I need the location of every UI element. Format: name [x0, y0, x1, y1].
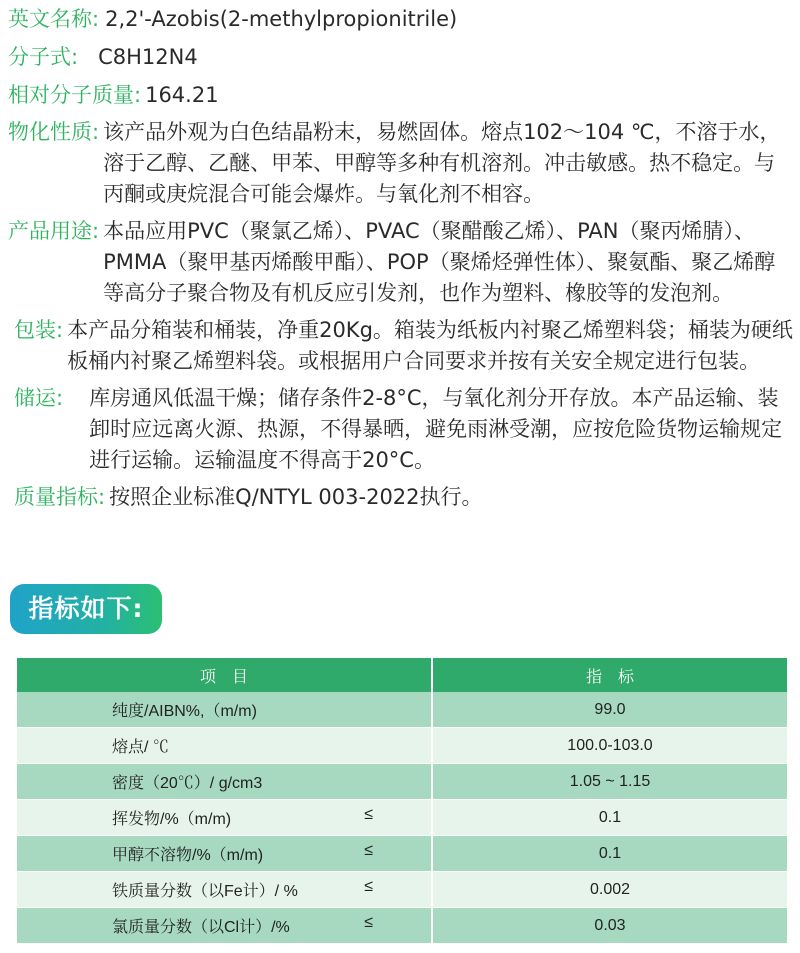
- row-value: 100.0-103.0: [432, 728, 787, 764]
- info-row-packaging: [8, 315, 794, 377]
- row-value: 0.002: [432, 872, 787, 908]
- info-label: 物化性质:: [8, 120, 100, 144]
- section-title-badge: 指标如下:: [10, 584, 162, 634]
- info-label: 相对分子质量:: [8, 83, 142, 107]
- row-item: 甲醇不溶物/%（m/m): [112, 847, 264, 864]
- row-item: 挥发物/%（m/m): [112, 811, 232, 828]
- info-row-storage: [8, 383, 794, 476]
- table-row: [17, 836, 787, 872]
- info-row-quality: [8, 482, 794, 513]
- info-value: 库房通风低温干燥；储存条件2-8°C，与氧化剂分开存放。本产品运输、装卸时应远离火源、热源，不得暴晒，避免雨淋受潮，应按危险货物运输规定进行运输。运输温度不得高于20°C。: [89, 386, 783, 472]
- info-row-english-name: [8, 4, 794, 35]
- info-value: 2,2'-Azobis(2-methylpropionitrile): [105, 7, 458, 31]
- info-label: 储运:: [14, 386, 64, 410]
- table-row: [17, 872, 787, 908]
- row-item: 纯度/AIBN%,（m/m): [112, 703, 257, 720]
- info-label: 分子式:: [8, 45, 79, 69]
- spec-table: [17, 658, 787, 944]
- info-value: 本产品分箱装和桶装，净重20Kg。箱装为纸板内衬聚乙烯塑料袋；桶装为硬纸板桶内衬聚乙烯塑料袋。或根据用户合同要求并按有关安全规定进行包装。: [67, 318, 793, 373]
- table-row: [17, 764, 787, 800]
- header-item: 项 目: [17, 658, 432, 692]
- table-row: [17, 728, 787, 764]
- info-row-properties: [8, 117, 794, 210]
- info-label: 包装:: [14, 318, 64, 342]
- info-row-formula: [8, 42, 794, 73]
- info-value: C8H12N4: [98, 45, 198, 69]
- row-value: 99.0: [432, 692, 787, 728]
- row-op: ≤: [364, 878, 373, 895]
- product-info: [8, 0, 794, 513]
- table-row: [17, 692, 787, 728]
- header-spec: 指 标: [432, 658, 787, 692]
- table-row: [17, 800, 787, 836]
- row-value: 0.03: [432, 908, 787, 944]
- info-label: 质量指标:: [14, 485, 106, 509]
- row-op: ≤: [364, 806, 373, 823]
- row-value: 0.1: [432, 800, 787, 836]
- row-item: 熔点/ ℃: [112, 739, 169, 756]
- info-value: 164.21: [145, 83, 219, 107]
- info-label: 英文名称:: [8, 7, 100, 31]
- row-op: ≤: [364, 842, 373, 859]
- info-value: 该产品外观为白色结晶粉末，易燃固体。熔点102～104 ℃，不溶于水，溶于乙醇、乙醚、甲苯、甲醇等多种有机溶剂。冲击敏感。热不稳定。与丙酮或庚烷混合可能会爆炸。与氧化剂不相容。: [103, 120, 781, 206]
- info-value: 按照企业标准Q/NTYL 003-2022执行。: [109, 485, 483, 509]
- row-value: 0.1: [432, 836, 787, 872]
- table-row: [17, 908, 787, 944]
- row-item: 铁质量分数（以Fe计）/ %: [112, 883, 298, 900]
- row-item: 密度（20℃）/ g/cm3: [112, 775, 263, 792]
- table-header-row: [17, 658, 787, 692]
- row-item: 氯质量分数（以Cl计）/%: [112, 919, 290, 936]
- info-row-usage: [8, 216, 794, 309]
- info-label: 产品用途:: [8, 219, 100, 243]
- row-value: 1.05 ~ 1.15: [432, 764, 787, 800]
- info-row-molecular-weight: [8, 80, 794, 111]
- info-value: 本品应用PVC（聚氯乙烯）、PVAC（聚醋酸乙烯）、PAN（聚丙烯腈）、PMMA（聚甲基丙烯酸甲酯）、POP（聚烯烃弹性体）、聚氨酯、聚乙烯醇等高分子聚合物及有机反应引发剂，也作为塑料、橡胶等的发泡剂。: [103, 219, 776, 305]
- row-op: ≤: [364, 914, 373, 931]
